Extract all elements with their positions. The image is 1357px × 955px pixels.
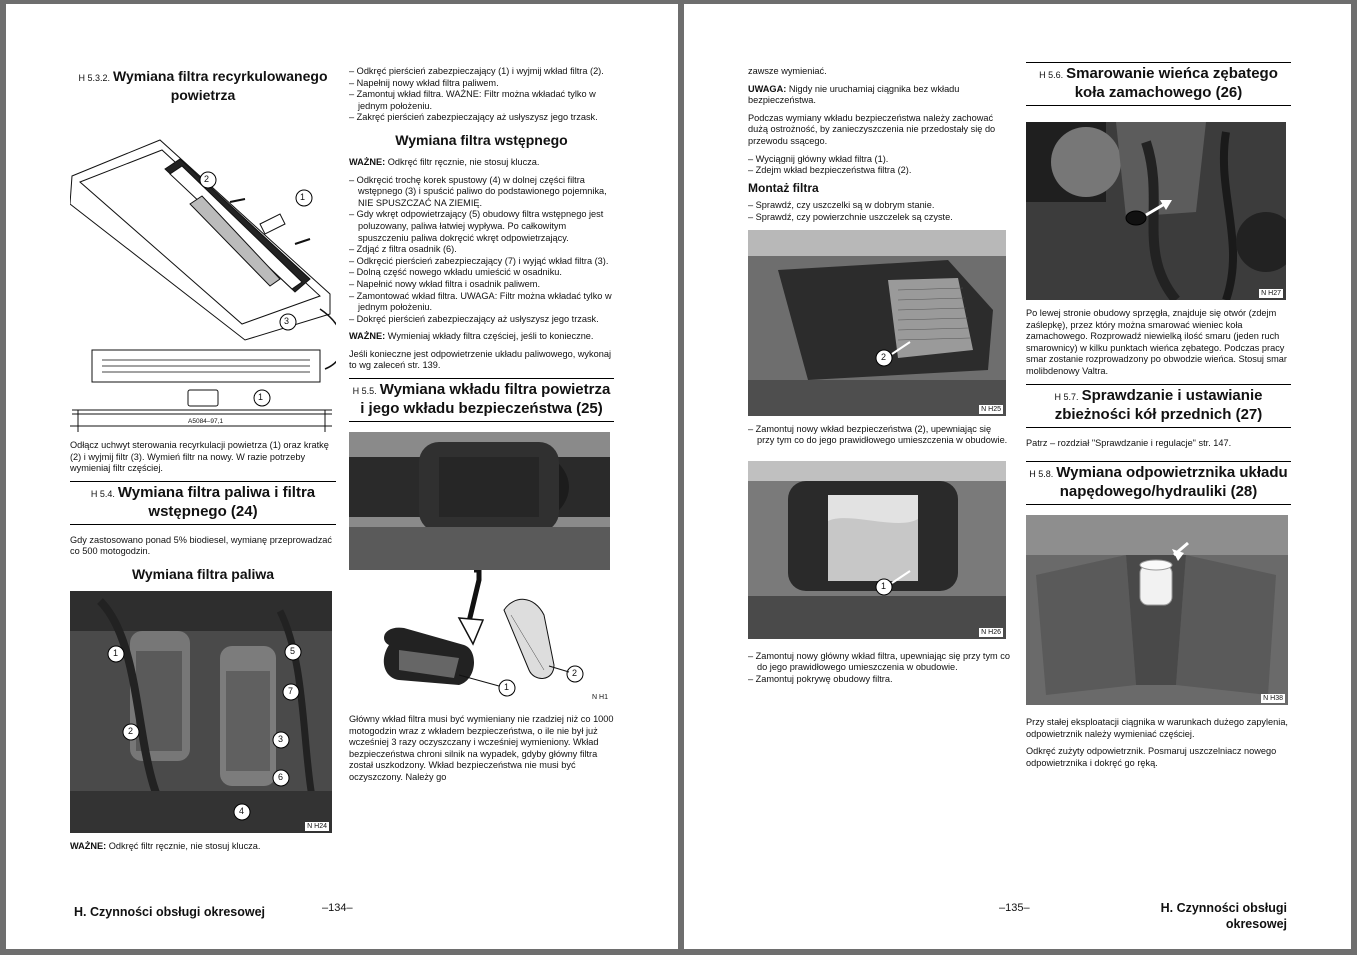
list-item: – Odkręcić trochę korek spustowy (4) w dolnej części filtra wstępnego (3) i spuścić paliwo do podstawionego pojemnika, NIE SPUSZCZAĆ NA ZIEMIĘ.: [349, 175, 614, 210]
callout-label: 3: [278, 733, 284, 744]
paragraph: zawsze wymieniać.: [748, 66, 827, 76]
page-134: [6, 4, 678, 949]
callout-label: 6: [278, 771, 284, 782]
paragraph: Odłącz uchwyt sterowania recyrkulacji powietrza (1) oraz kratkę (2) i wyjmij filtr (3). Wymień filtr na nowy. W razie potrzeby wymieniaj filtr częściej.: [70, 440, 329, 474]
list-item: – Sprawdź, czy powierzchnie uszczelek są czyste.: [748, 212, 1010, 224]
subheading-fuel-filter: Wymiana filtra paliwa: [131, 565, 275, 582]
page-number: –135–: [999, 902, 1030, 914]
paragraph: Odkręć zużyty odpowietrznik. Posmaruj uszczelniacz nowego odpowietrznika i dokręć go ręką.: [1026, 746, 1277, 768]
important-note: WAŻNE: Wymieniaj wkłady filtra częściej, jeśli to konieczne.: [349, 331, 594, 342]
list-item: – Zakręć pierścień zabezpieczający aż usłyszysz jego trzask.: [349, 112, 614, 124]
callout-label: 4: [239, 805, 245, 816]
list-item: – Zamontować wkład filtra. UWAGA: Filtr można wkładać tylko w jednym położeniu.: [349, 291, 614, 314]
photo-safety-element: [748, 230, 1006, 416]
callout-label: 7: [288, 685, 294, 696]
paragraph: Główny wkład filtra musi być wymieniany nie rzadziej niż co 1000 motogodzin wraz z wkładem bezpieczeństwa, o ile nie był już wcześniej 3 razy oczyszczany i wcześniej wymieniony. Wkład bezpieczeństwa chroni silnik na wypadek, gdyby główny filtra został uszkodzony. Wkład bezpieczeństwa nie musi być oczyszczony. Należy go: [349, 714, 614, 783]
filter-elements-diagram: [349, 570, 610, 710]
list-item: – Zamontuj nowy wkład bezpieczeństwa (2), upewniając się przy tym co do jego prawidłowego umieszczenia w obudowie.: [748, 424, 1010, 447]
page-number: –134–: [322, 902, 353, 914]
list-item: – Dokręć pierścień zabezpieczający aż usłyszysz jego trzask.: [349, 314, 614, 326]
callout-label: 3: [284, 316, 290, 326]
section-heading-h532: H 5.3.2. Wymiana filtra recyrkulowanego powietrza: [78, 68, 328, 103]
paragraph: Przy stałej eksploatacji ciągnika w warunkach dużego zapylenia, odpowietrznik należy wymieniać częściej.: [1026, 717, 1288, 739]
callout-label: 2: [128, 725, 134, 736]
list-item: – Odkręć pierścień zabezpieczający (1) i wyjmij wkład filtra (2).: [349, 66, 614, 78]
list-item: – Zdjąć z filtra osadnik (6).: [349, 244, 614, 256]
figure-code: N H24: [307, 822, 327, 830]
paragraph: Jeśli konieczne jest odpowietrzenie układu paliwowego, wykonaj to wg zaleceń str. 139.: [349, 348, 611, 371]
photo-flywheel: [1026, 122, 1286, 300]
paragraph: Gdy zastosowano ponad 5% biodiesel, wymianę przeprowadzać co 500 motogodzin.: [70, 534, 332, 557]
callout-label: 1: [113, 647, 119, 658]
callout-label: 1: [504, 682, 510, 693]
subheading-prefilter: Wymiana filtra wstępnego: [395, 131, 568, 148]
photo-fuel-filters: [70, 591, 332, 833]
list-item: – Zdejm wkład bezpieczeństwa filtra (2).: [748, 165, 1010, 177]
section-heading-h57: H 5.7. Sprawdzanie i ustawianie zbieżności kół przednich (27): [1026, 384, 1291, 428]
list-item: – Gdy wkręt odpowietrzający (5) obudowy filtra wstępnego jest poluzowany, paliwa łatwiej wypływa. Po całkowitym spuszczeniu paliwa dokręcić wkręt odpowietrzający.: [349, 209, 614, 244]
figure-code: N H25: [981, 405, 1001, 413]
list-item: – Zamontuj nowy główny wkład filtra, upewniając się przy tym co do jego prawidłowego umieszczenia w obudowie.: [748, 651, 1010, 674]
recirc-filter-drawing: [70, 114, 336, 432]
subheading-mount: Montaż filtra: [748, 180, 819, 195]
chapter-footer-title: H. Czynności obsługi okresowej: [1160, 901, 1287, 931]
list-item: – Napełnić nowy wkład filtra i osadnik paliwem.: [349, 279, 614, 291]
list-item: – Napełnij nowy wkład filtra paliwem.: [349, 78, 614, 90]
figure-code: N H26: [981, 628, 1001, 636]
callout-label: 1: [881, 580, 887, 591]
list-item: – Dolną część nowego wkładu umieścić w osadniku.: [349, 267, 614, 279]
steps-list: [748, 651, 1010, 686]
paragraph: Patrz – rozdział "Sprawdzanie i regulacje" str. 147.: [1026, 437, 1232, 448]
steps-list: [748, 424, 1010, 447]
left-column-1: [70, 68, 336, 859]
callout-label: 2: [881, 351, 887, 362]
figure-code: N H1: [592, 694, 608, 702]
right-column-2: [1026, 62, 1291, 776]
recirc-filter-diagram: [70, 114, 336, 432]
callout-label: 2: [204, 174, 210, 184]
page-135: [684, 4, 1351, 949]
figure-code: N H27: [1261, 290, 1281, 297]
photo-air-filter-housing: [349, 432, 610, 570]
section-heading-h54: H 5.4. Wymiana filtra paliwa i filtra wstępnego (24): [70, 481, 336, 525]
paragraph: Podczas wymiany wkładu bezpieczeństwa należy zachować dużą ostrożność, by zanieczyszczenia nie przedostały się do przewodu ssącego.: [748, 112, 996, 146]
callout-label: 1: [258, 392, 264, 402]
right-column-1: [748, 66, 1010, 692]
section-heading-h56: H 5.6. Smarowanie wieńca zębatego koła zamachowego (26): [1026, 62, 1291, 106]
important-note: WAŻNE: Odkręć filtr ręcznie, nie stosuj klucza.: [70, 840, 261, 851]
uwaga-note: UWAGA: Nigdy nie uruchamiaj ciągnika bez wkładu bezpieczeństwa.: [748, 83, 960, 106]
photo-main-element: [748, 461, 1006, 639]
callout-label: 2: [572, 668, 578, 679]
list-item: – Wyciągnij główny wkład filtra (1).: [748, 154, 1010, 166]
steps-list: [748, 154, 1010, 177]
list-item: – Odkręcić pierścień zabezpieczający (7) i wyjąć wkład filtra (3).: [349, 256, 614, 268]
left-column-2: [349, 66, 614, 790]
section-heading-h55: H 5.5. Wymiana wkładu filtra powietrza i jego wkładu bezpieczeństwa (25): [349, 378, 614, 422]
chapter-footer-title: H. Czynności obsługi okresowej: [74, 905, 266, 919]
callout-label: 5: [290, 645, 296, 656]
paragraph: Po lewej stronie obudowy sprzęgła, znajduje się otwór (zdejm zaślepkę), przez który można smarować wieniec koła zamachowego. Rozprowadź niewielką ilość smaru (jeden ruch smarownicy) w kilku punktach wieńca zębatego. Podczas pracy smar zostanie rozprowadzony po obwodzie wieńca. Stosuj smar molibdenowy Valtra.: [1026, 308, 1287, 376]
list-item: – Zamontuj pokrywę obudowy filtra.: [748, 674, 1010, 686]
section-heading-h58: H 5.8. Wymiana odpowietrznika układu napędowego/hydrauliki (28): [1026, 461, 1291, 505]
callout-label: 1: [300, 192, 306, 202]
list-item: – Sprawdź, czy uszczelki są w dobrym stanie.: [748, 200, 1010, 212]
figure-code: N H38: [1263, 695, 1283, 703]
figure-code: A5084–97,1: [188, 418, 224, 425]
photo-breather: [1026, 515, 1288, 705]
steps-list: [349, 175, 614, 326]
list-item: – Zamontuj wkład filtra. WAŻNE: Filtr można wkładać tylko w jednym położeniu.: [349, 89, 614, 112]
steps-list: [748, 200, 1010, 223]
steps-list: [349, 66, 614, 124]
important-note: WAŻNE: Odkręć filtr ręcznie, nie stosuj klucza.: [349, 156, 540, 167]
